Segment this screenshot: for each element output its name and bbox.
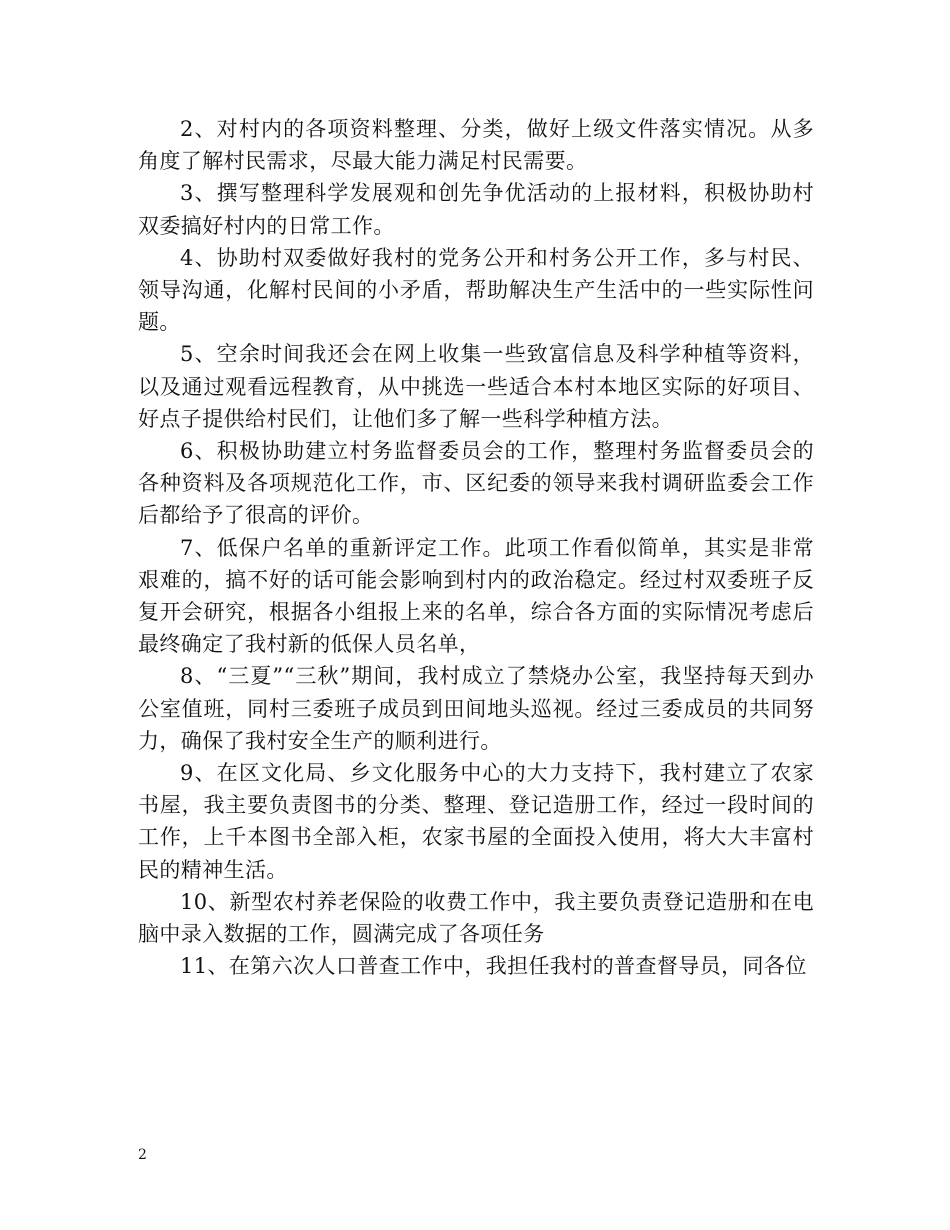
paragraph-item-6: 6、积极协助建立村务监督委员会的工作，整理村务监督委员会的各种资料及各项规范化工作，市、区纪委的领导来我村调研监委会工作后都给予了很高的评价。 bbox=[138, 439, 814, 528]
paragraph-item-9: 9、在区文化局、乡文化服务中心的大力支持下，我村建立了农家书屋，我主要负责图书的分类、整理、登记造册工作，经过一段时间的工作，上千本图书全部入柜，农家书屋的全面投入使用，将大大丰富村民的精神生活。 bbox=[138, 761, 814, 882]
paragraph-item-2: 2、对村内的各项资料整理、分类，做好上级文件落实情况。从多角度了解村民需求，尽最大能力满足村民需要。 bbox=[138, 117, 814, 174]
paragraph-item-4: 4、协助村双委做好我村的党务公开和村务公开工作，多与村民、领导沟通，化解村民间的小矛盾，帮助解决生产生活中的一些实际性问题。 bbox=[138, 245, 814, 335]
page-number: 2 bbox=[138, 1147, 147, 1163]
paragraph-item-7: 7、低保户名单的重新评定工作。此项工作看似简单，其实是非常艰难的，搞不好的话可能会影响到村内的政治稳定。经过村双委班子反复开会研究，根据各小组报上来的名单，综合各方面的实际情况考虑后最终确定了我村新的低保人员名单， bbox=[138, 535, 814, 657]
paragraph-item-10: 10、新型农村养老保险的收费工作中，我主要负责登记造册和在电脑中录入数据的工作，圆满完成了各项任务 bbox=[138, 889, 814, 947]
document-body bbox=[138, 113, 814, 982]
paragraph-item-5: 5、空余时间我还会在网上收集一些致富信息及科学种植等资料，以及通过观看远程教育，从中挑选一些适合本村本地区实际的好项目、好点子提供给村民们，让他们多了解一些科学种植方法。 bbox=[138, 342, 814, 431]
paragraph-item-3: 3、撰写整理科学发展观和创先争优活动的上报材料，积极协助村双委搞好村内的日常工作。 bbox=[138, 181, 814, 238]
paragraph-item-8: 8、“三夏”“三秋”期间，我村成立了禁烧办公室，我坚持每天到办公室值班，同村三委班子成员到田间地头巡视。经过三委成员的共同努力，确保了我村安全生产的顺利进行。 bbox=[138, 664, 814, 753]
paragraph-item-11: 11、在第六次人口普查工作中，我担任我村的普查督导员，同各位 bbox=[180, 954, 807, 979]
